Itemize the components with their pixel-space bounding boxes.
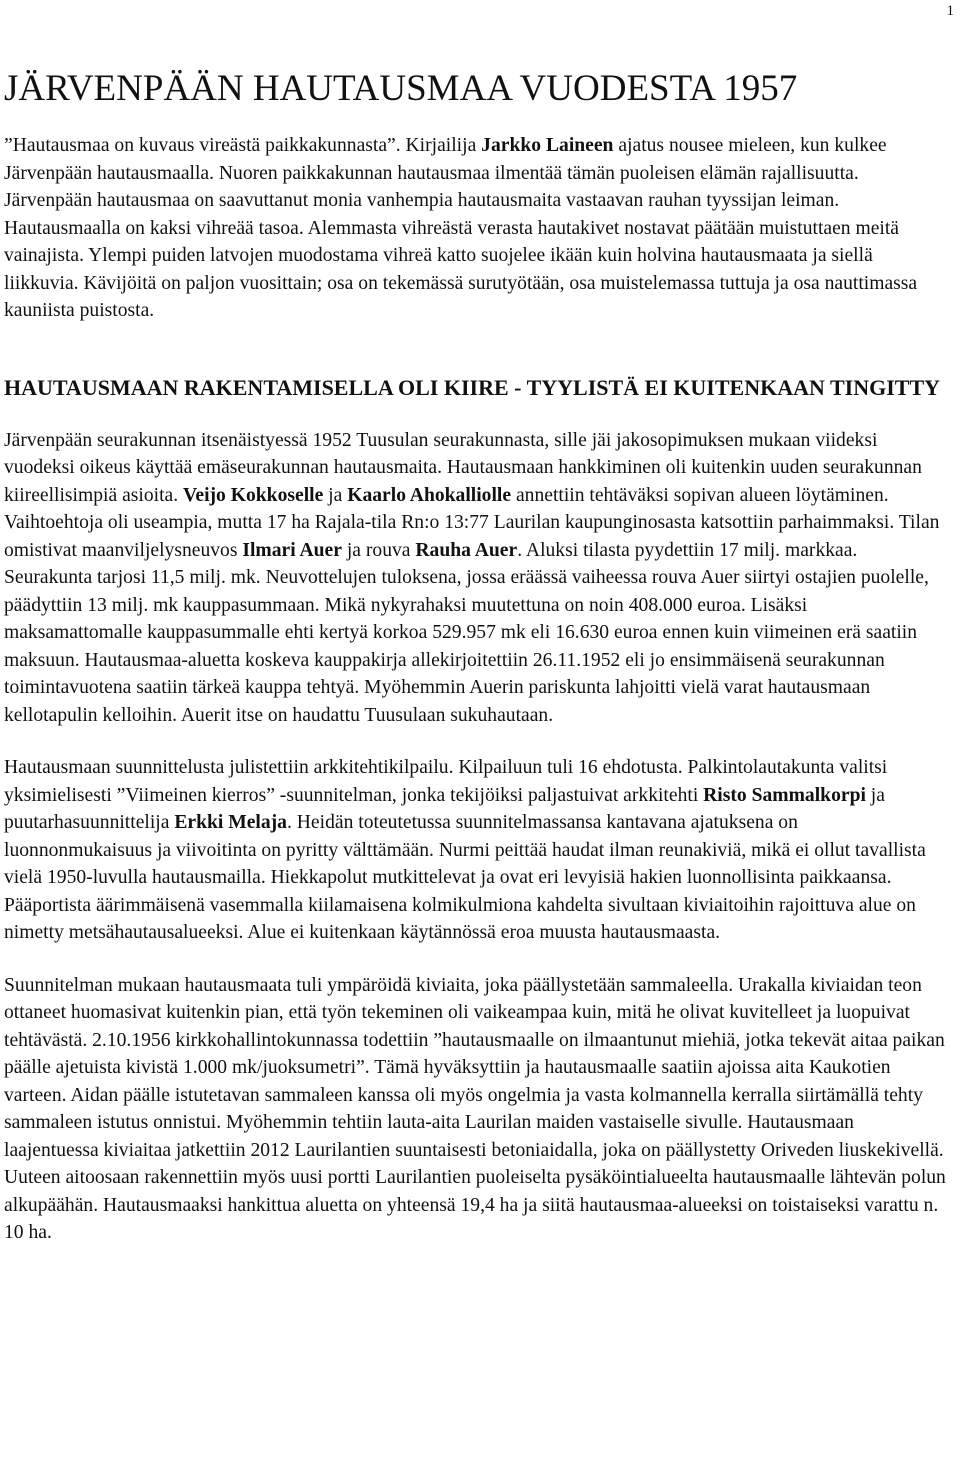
intro-text-1: ”Hautausmaa on kuvaus vireästä paikkakunnasta”. Kirjailija (4, 135, 482, 156)
paragraph-text: ja puutarhasuunnittelija (4, 784, 885, 833)
person-name: Rauha Auer (415, 539, 518, 561)
paragraph-text: ja rouva (341, 539, 416, 561)
document-title: JÄRVENPÄÄN HAUTAUSMAA VUODESTA 1957 (4, 68, 798, 109)
intro-text-2: ajatus nousee mieleen, kun kulkee Järvenpään hautausmaalla. Nuoren paikkakunnan hautausmaa ilmentää tämän puoleisen elämän rajallisuutta. Järvenpään hautausmaa on saavuttanut monia vanhempia hautausmaita vastaavan rauhan tyyssijan leiman. Hautausmaalla on kaksi vihreää tasoa. Alemmasta vihreästä verasta hautakivet nostavat päätään muistuttaen meitä vainajista. Ylempi puiden latvojen muodostama vihreä katto suojelee ikään kuin holvina hautausmaata ja siellä liikkuvia. Kävijöitä on paljon vuosittain; osa on tekemässä surutyötään, osa muistelemassa tuttuja ja osa nauttimassa kauniista puistosta. (4, 135, 918, 321)
paragraph-text: . Heidän toteutetussa suunnitelmassansa kantavana ajatuksena on luonnonmukaisuus ja viivoitinta on pyritty välttämään. Nurmi peittää haudat ilman reunakiviä, mikä ei ollut tavallista vielä 1950-luvulla hautausmailla. Hiekkapolut mutkittelevat ja ovat eri levyisiä hakien luonnollisinta paikkaansa. Pääportista äärimmäisenä vasemmalla kiilamaisena kolmikulmiona kahdelta sivultaan kiviaitoihin rajoittuva alue on nimetty metsähautausalueeksi. Alue ei kuitenkaan käytännössä eroa muusta hautausmaasta. (4, 812, 926, 943)
person-name: Kaarlo Ahokalliolle (347, 484, 512, 506)
person-name: Jarkko Laineen (481, 135, 614, 156)
person-name: Erkki Melaja (174, 812, 287, 833)
paragraph-text: annettiin tehtäväksi sopivan alueen löytäminen. Vaihtoehtoja oli useampia, mutta 17 ha Rajala-tila Rn:o 13:77 Laurilan kaupunginosasta katsottiin parhaimmaksi. Tilan omistivat maanviljelysneuvos (4, 484, 940, 561)
page-number: 1 (946, 3, 954, 19)
paragraph-stone-wall: Suunnitelman mukaan hautausmaata tuli ympäröidä kiviaita, joka päällystetään sammaleella. Urakalla kiviaidan teon ottaneet huomasivat kuitenkin pian, että työn tekeminen oli vaikeampaa kuin, mitä he olivat kuvitelleet ja luopuivat tehtävästä. 2.10.1956 kirkkohallintokunnassa todettiin ”hautausmaalle on ilmaantunut miehiä, jotka tekevät aitaa paikan päälle ajetuista kivistä 1.000 mk/juoksumetri”. Tämä hyväksyttiin ja hautausmaalle saatiin ajoissa aita Kaukotien varteen. Aidan päälle istutetavan sammaleen kanssa oli myös ongelmia ja vasta kolmannella kerralla siirtämällä tehty sammaleen istutus onnistui. Myöhemmin tehtiin lauta-aita Laurilan maiden vastaiselle sivulle. Hautausmaan laajentuessa kiviaitaa jatkettiin 2012 Laurilantien suuntaisesti betoniaidalla, joka on päällystetty Oriveden liuskekivellä. Uuteen aitoosaan rakennettiin myös uusi portti Laurilantien puoleiselta pysäköintialueelta hautausmaalle lähtevän polun alkupäähän. Hautausmaaksi hankittua aluetta on yhteensä 19,4 ha ja siitä hautausmaa-alueeksi on toistaiseksi varattu n. 10 ha. (4, 974, 946, 1243)
paragraph-text: . Aluksi tilasta pyydettiin 17 milj. markkaa. Seurakunta tarjosi 11,5 milj. mk. Neuvottelujen tuloksena, jossa eräässä vaiheessa rouva Auer siirtyi ostajien puolelle, päädyttiin 13 milj. mk kauppasummaan. Mikä nykyrahaksi muutettuna on noin 408.000 euroa. Lisäksi maksamattomalle kauppasummalle ehti kertyä korkoa 529.957 mk eli 16.630 euroa ennen kuin viimeinen erä saatiin maksuun. Hautausmaa-aluetta koskeva kauppakirja allekirjoitettiin 26.11.1952 eli jo ensimmäisenä seurakunnan toimintavuotena saatiin tärkeä kauppa tehtyä. Myöhemmin Auerin pariskunta lahjoitti vielä varat hautausmaan kellotapulin kelloihin. Auerit itse on haudattu Tuusulaan sukuhautaan. (4, 539, 929, 726)
paragraph-design-competition (4, 754, 950, 947)
paragraph-land-purchase (4, 427, 950, 730)
person-name: Ilmari Auer (242, 539, 342, 561)
paragraph-text: Järvenpään seurakunnan itsenäistyessä 1952 Tuusulan seurakunnasta, sille jäi jakosopimuksen mukaan viideksi vuodeksi oikeus käyttää emäseurakunnan hautausmaita. Hautausmaan hankkiminen oli kuitenkin uuden seurakunnan kiireellisimpiä asioita. (4, 429, 922, 506)
document-content (4, 66, 950, 1247)
paragraph-text: ja (323, 484, 348, 506)
paragraph-text: Hautausmaan suunnittelusta julistettiin arkkitehtikilpailu. Kilpailuun tuli 16 ehdotusta. Palkintolautakunta valitsi yksimielisesti ”Viimeinen kierros” -suunnitelman, jonka tekijöiksi paljastuivat arkkitehti (4, 757, 888, 806)
person-name: Risto Sammalkorpi (703, 784, 866, 806)
intro-paragraph (4, 132, 950, 325)
section-heading: HAUTAUSMAAN RAKENTAMISELLA OLI KIIRE - TYYLISTÄ EI KUITENKAAN TINGITTY (4, 374, 940, 400)
person-name: Veijo Kokkoselle (183, 484, 324, 506)
